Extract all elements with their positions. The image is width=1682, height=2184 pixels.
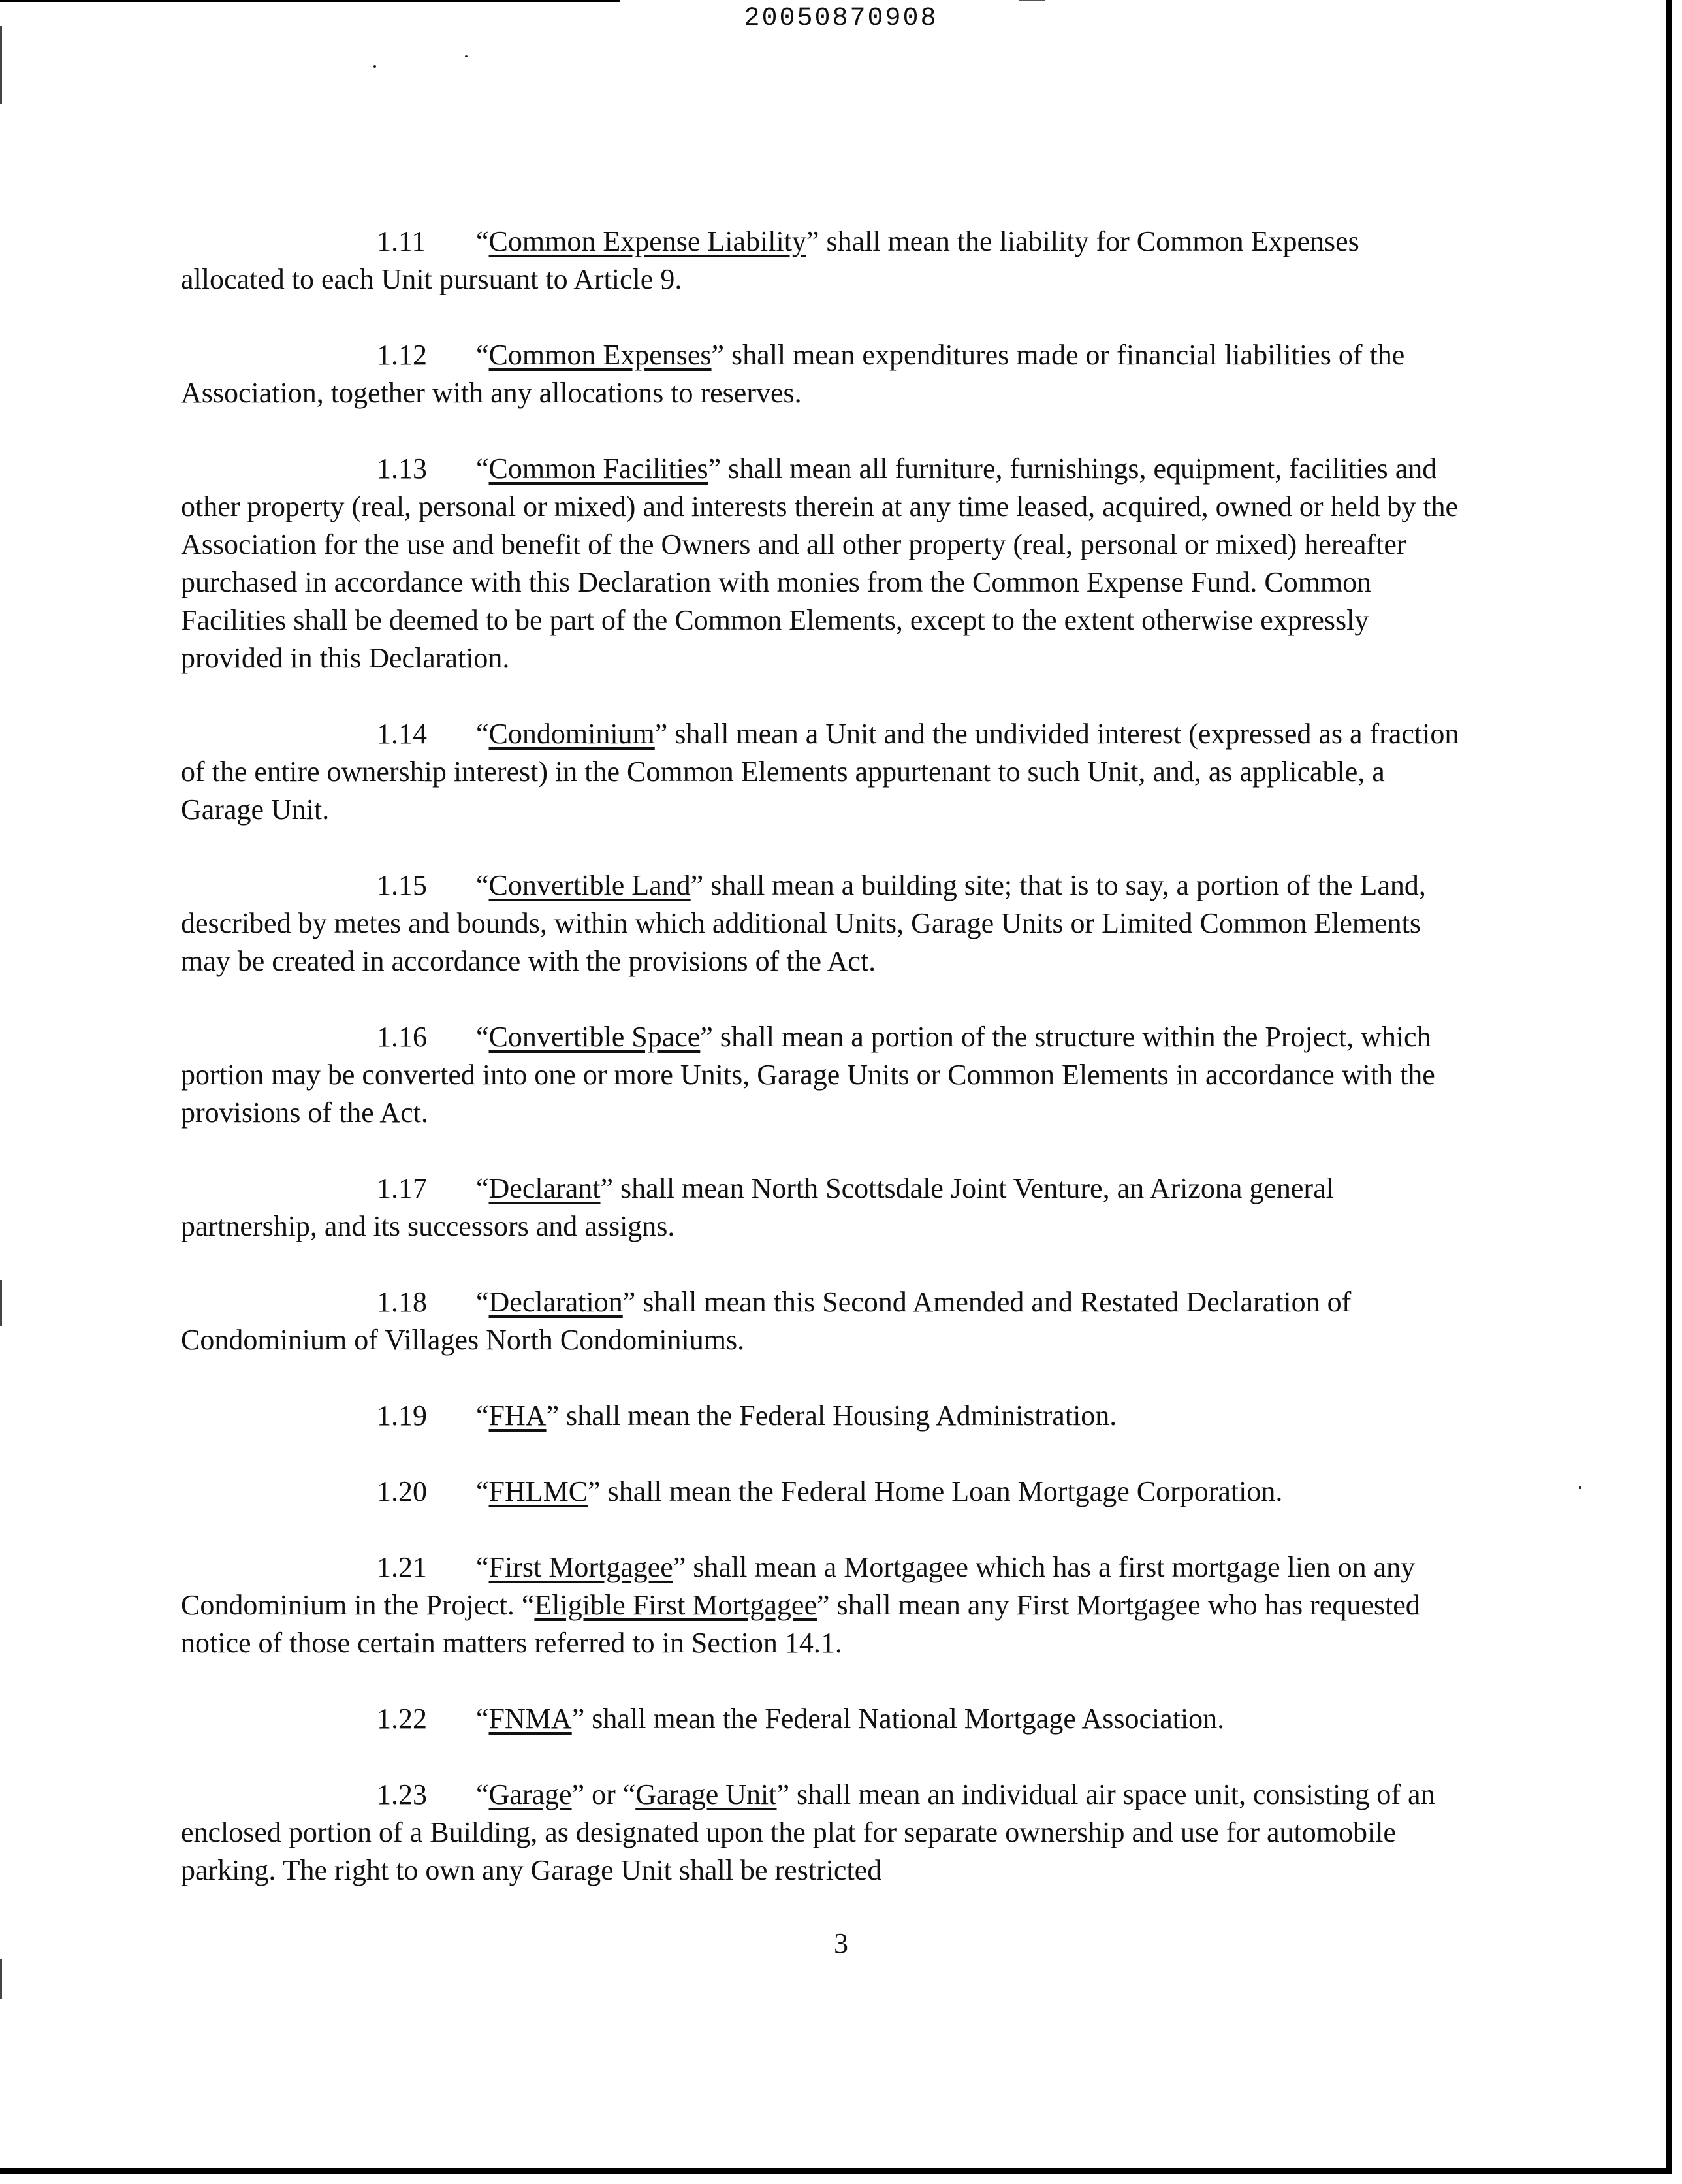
section-number: 1.11 [377,225,426,257]
defined-term: Declaration [488,1286,623,1318]
definition-text: “ [476,869,489,901]
section-number: 1.20 [377,1475,427,1507]
section-number: 1.12 [377,339,427,371]
definition-text: “ [476,1172,489,1204]
defined-term: Common Expenses [488,339,712,371]
definition-text: ” shall mean any First Mortgagee who has requested notice of those certain matters referred to in Section 14.1. [181,1589,1420,1659]
definition-text: “ [476,1286,489,1318]
defined-term: Garage [488,1778,572,1810]
definition-paragraph [181,715,1467,829]
defined-term: Common Facilities [488,453,708,485]
definition-text: “ [476,1703,489,1735]
section-number: 1.16 [377,1021,427,1053]
definition-text: “ [476,1551,489,1583]
scan-speck [1579,1486,1581,1489]
section-number: 1.14 [377,718,427,750]
definition-text: ” shall mean an individual air space unit, consisting of an enclosed portion of a Building, as designated upon the plat for separate ownership and use for automobile parking. The right to own any Garage Unit shall be restricted [181,1778,1435,1886]
definition-text: “ [476,453,489,485]
definition-paragraph [181,1397,1467,1435]
defined-term: Convertible Space [488,1021,701,1053]
defined-term: Declarant [488,1172,601,1204]
section-number: 1.19 [377,1400,427,1432]
definition-text: ” shall mean a portion of the structure within the Project, which portion may be converted into one or more Units, Garage Units or Common Elements in accordance with the provisions of the Act. [181,1021,1435,1129]
definition-text: ” shall mean a Mortgagee which has a first mortgage lien on any Condominium in the Project. “ [181,1551,1416,1621]
definition-paragraph [181,1018,1467,1132]
definition-paragraph [181,1700,1467,1738]
section-number: 1.21 [377,1551,427,1583]
defined-term: Common Expense Liability [488,225,806,257]
definition-text: ” shall mean the Federal Housing Administration. [546,1400,1117,1432]
defined-term: FNMA [488,1703,572,1735]
definition-text: “ [476,225,489,257]
definition-text: ” shall mean expenditures made or financial liabilities of the Association, together with any allocations to reserves. [181,339,1405,409]
document-body [181,223,1467,1927]
definition-paragraph [181,223,1467,298]
definition-text: ” or “ [571,1778,636,1810]
definition-text: ” shall mean a Unit and the undivided interest (expressed as a fraction of the entire ownership interest) in the Common Elements appurtenant to such Unit, and, as applicable, a Garage Unit. [181,718,1459,826]
definition-text: “ [476,718,489,750]
defined-term: FHA [488,1400,547,1432]
page-number: 3 [834,1927,848,1959]
scan-border-right [1666,0,1672,2174]
scan-border-left-tick [0,26,2,104]
defined-term: Convertible Land [488,869,691,901]
defined-term: FHLMC [488,1475,588,1507]
definition-text: ” shall mean North Scottsdale Joint Venture, an Arizona general partnership, and its successors and assigns. [181,1172,1334,1242]
definition-text: ” shall mean a building site; that is to say, a portion of the Land, described by metes and bounds, within which additional Units, Garage Units or Limited Common Elements may be created in accordance with the provisions of the Act. [181,869,1426,977]
definition-paragraph [181,1776,1467,1889]
definition-paragraph [181,1473,1467,1511]
definition-paragraph [181,1283,1467,1359]
scan-speck [373,65,376,68]
definition-text: ” shall mean the liability for Common Expenses allocated to each Unit pursuant to Article 9. [181,225,1359,295]
scan-border-top-fragment [1019,0,1045,1]
section-number: 1.17 [377,1172,427,1204]
scan-border-left-tick [0,1959,2,1999]
definition-paragraph [181,1549,1467,1662]
section-number: 1.18 [377,1286,427,1318]
defined-term: Garage Unit [635,1778,777,1810]
definition-text: ” shall mean the Federal National Mortgage Association. [571,1703,1225,1735]
section-number: 1.13 [377,453,427,485]
scan-border-top [0,0,620,2]
scan-speck [465,55,468,57]
defined-term: Eligible First Mortgagee [534,1589,817,1621]
definition-paragraph [181,450,1467,677]
definition-text: “ [476,1475,489,1507]
definition-text: “ [476,1400,489,1432]
definition-text: ” shall mean the Federal Home Loan Mortgage Corporation. [588,1475,1283,1507]
section-number: 1.23 [377,1778,427,1810]
scan-border-left-tick [0,1280,2,1326]
definition-text: ” shall mean all furniture, furnishings, equipment, facilities and other property (real, personal or mixed) and interests therein at any time leased, acquired, owned or held by the Association for the use and benefit of the Owners and all other property (real, personal or mixed) hereafter purchased in accordance with this Declaration with monies from the Common Expense Fund. Common Facilities shall be deemed to be part of the Common Elements, except to the extent otherwise expressly provided in this Declaration. [181,453,1459,674]
defined-term: Condominium [488,718,655,750]
section-number: 1.15 [377,869,427,901]
definition-paragraph [181,867,1467,980]
definition-text: “ [476,339,489,371]
defined-term: First Mortgagee [488,1551,673,1583]
definition-text: “ [476,1021,489,1053]
document-number: 20050870908 [744,4,938,33]
definition-paragraph [181,1170,1467,1245]
definition-text: “ [476,1778,489,1810]
scan-border-bottom [0,2168,1672,2174]
section-number: 1.22 [377,1703,427,1735]
definition-paragraph [181,336,1467,412]
definition-text: ” shall mean this Second Amended and Restated Declaration of Condominium of Villages North Condominiums. [181,1286,1352,1356]
